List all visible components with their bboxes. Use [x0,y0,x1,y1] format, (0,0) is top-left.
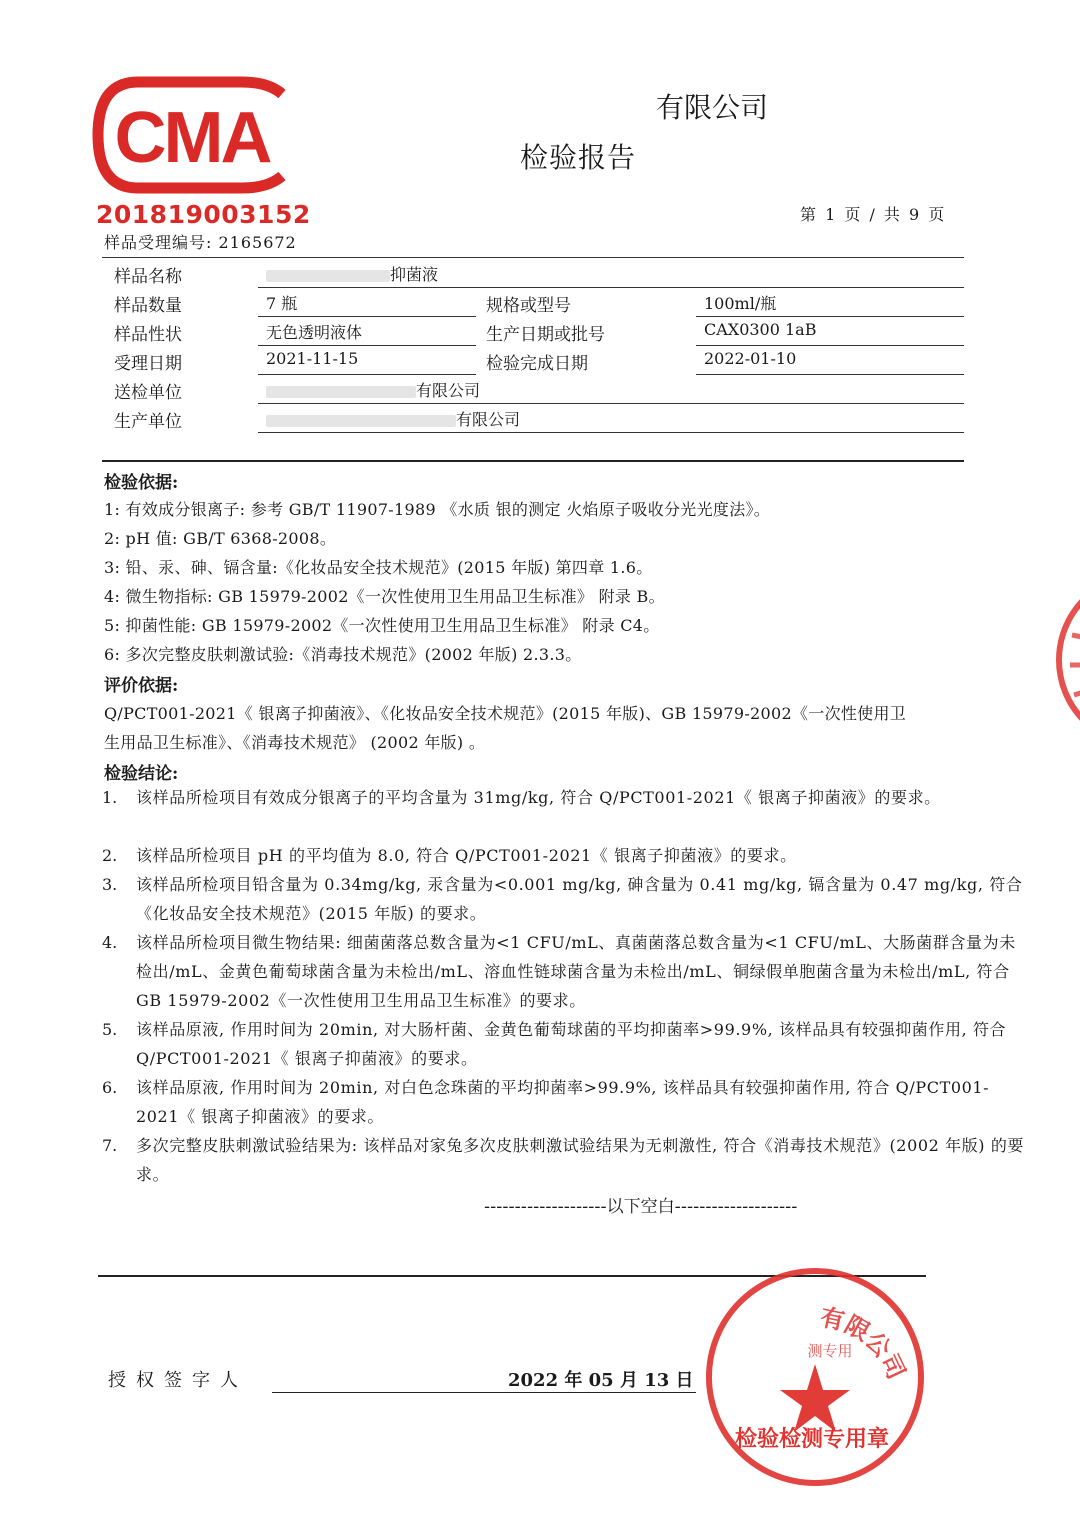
section-divider [102,460,964,462]
conclusion-item: 该样品原液, 作用时间为 20min, 对白色念珠菌的平均抑菌率>99.9%, 该样品具有较强抑菌作用, 符合 Q/PCT001-2021《 银离子抑菌液》的要求。 [136,1078,990,1126]
evaluation-basis-title: 评价依据: [104,676,179,696]
inspection-seal [700,1262,930,1492]
value-production-unit: 有限公司 [266,407,520,430]
conclusion-item: 该样品所检项目 pH 的平均值为 8.0, 符合 Q/PCT001-2021《 银离子抑菌液》的要求。 [136,846,797,865]
value-production-batch: CAX0300 1aB [704,320,817,339]
lab-company-name: 有限公司 [655,91,768,124]
label-production-batch: 生产日期或批号 [486,325,605,345]
report-title: 检验报告 [520,141,637,174]
page-indicator: 第 1 页 / 共 9 页 [800,205,947,224]
value-sample-name: 抑菌液 [266,262,438,285]
blank-below-notice: --------------------以下空白-------------------- [484,1197,798,1217]
authorized-signatory-label: 授权签字人 [108,1370,248,1391]
signature-date: 2022 年 05 月 13 日 [508,1370,694,1391]
conclusion-item: 该样品所检项目有效成分银离子的平均含量为 31mg/kg, 符合 Q/PCT001-2021《 银离子抑菌液》的要求。 [136,788,941,807]
seal-bottom-text: 检验检测专用章 [734,1427,890,1452]
conclusion-number: 2. [102,846,118,865]
cma-certificate-number: 201819003152 [96,200,311,229]
basis-item: 1: 有效成分银离子: 参考 GB/T 11907-1989 《水质 银的测定 火焰原子吸收分光光度法》。 [104,500,771,519]
label-sample-appearance: 样品性状 [114,325,182,345]
conclusion-number: 4. [102,933,118,952]
cma-logo-text: CMA [114,98,270,178]
basis-item: 4: 微生物指标: GB 15979-2002《一次性使用卫生用品卫生标准》 附录 B。 [104,587,665,606]
value-completion-date: 2022-01-10 [704,349,797,368]
cma-logo [92,76,292,194]
label-sample-name: 样品名称 [114,267,182,287]
label-completion-date: 检验完成日期 [486,354,588,374]
value-sample-appearance: 无色透明液体 [266,323,363,342]
basis-item: 2: pH 值: GB/T 6368-2008。 [104,529,337,548]
label-submitting-unit: 送检单位 [114,383,182,403]
sample-info-table [102,256,964,434]
conclusion-number: 1. [102,788,118,807]
signature-line [272,1392,696,1393]
label-production-unit: 生产单位 [114,412,182,432]
conclusion-number: 7. [102,1136,118,1155]
seal-mid-text: 测专用 [807,1342,853,1360]
label-spec-model: 规格或型号 [486,296,571,316]
value-acceptance-date: 2021-11-15 [266,349,359,368]
basis-item: 5: 抑菌性能: GB 15979-2002《一次性使用卫生用品卫生标准》 附录 C4。 [104,616,660,635]
conclusion-title: 检验结论: [104,764,179,784]
conclusion-item: 多次完整皮肤刺激试验结果为: 该样品对家兔多次皮肤刺激试验结果为无刺激性, 符合《消毒技术规范》(2002 年版) 的要求。 [136,1136,1025,1184]
conclusion-number: 6. [102,1078,118,1097]
basis-item: 3: 铅、汞、砷、镉含量:《化妆品安全技术规范》(2015 年版) 第四章 1.6。 [104,558,653,577]
value-sample-quantity: 7 瓶 [266,294,298,313]
side-seal-fragment [1050,565,1080,755]
label-acceptance-date: 受理日期 [114,354,182,374]
conclusion-item: 该样品所检项目铅含量为 0.34mg/kg, 汞含量为<0.001 mg/kg, 砷含量为 0.41 mg/kg, 镉含量为 0.47 mg/kg, 符合《化妆品安全技术规范》(2015 年版) 的要求。 [136,875,1023,923]
basis-item: 6: 多次完整皮肤刺激试验:《消毒技术规范》(2002 年版) 2.3.3。 [104,645,582,664]
value-submitting-unit: 有限公司 [266,378,480,401]
conclusion-number: 5. [102,1020,118,1039]
conclusion-item: 该样品所检项目微生物结果: 细菌菌落总数含量为<1 CFU/mL、真菌菌落总数含量为<1 CFU/mL、大肠菌群含量为未检出/mL、金黄色葡萄球菌含量为未检出/mL、溶血性链球菌含量为未检出/mL、铜绿假单胞菌含量为未检出/mL, 符合 GB 15979-2002《一次性使用卫生用品卫生标准》的要求。 [136,933,1016,1010]
inspection-basis-title: 检验依据: [104,473,179,493]
conclusion-item: 该样品原液, 作用时间为 20min, 对大肠杆菌、金黄色葡萄球菌的平均抑菌率>99.9%, 该样品具有较强抑菌作用, 符合 Q/PCT001-2021《 银离子抑菌液》的要求。 [136,1020,1007,1068]
evaluation-basis-line: 生用品卫生标准》、《消毒技术规范》 (2002 年版) 。 [104,733,486,752]
sample-receipt-number: 样品受理编号: 2165672 [104,233,297,252]
evaluation-basis-line: Q/PCT001-2021《 银离子抑菌液》、《化妆品安全技术规范》(2015 年版)、GB 15979-2002《一次性使用卫 [104,704,907,723]
seal-arc-text: 有限公司 [817,1303,911,1384]
value-spec-model: 100ml/瓶 [704,294,777,313]
label-sample-quantity: 样品数量 [114,296,182,316]
conclusion-number: 3. [102,875,118,894]
